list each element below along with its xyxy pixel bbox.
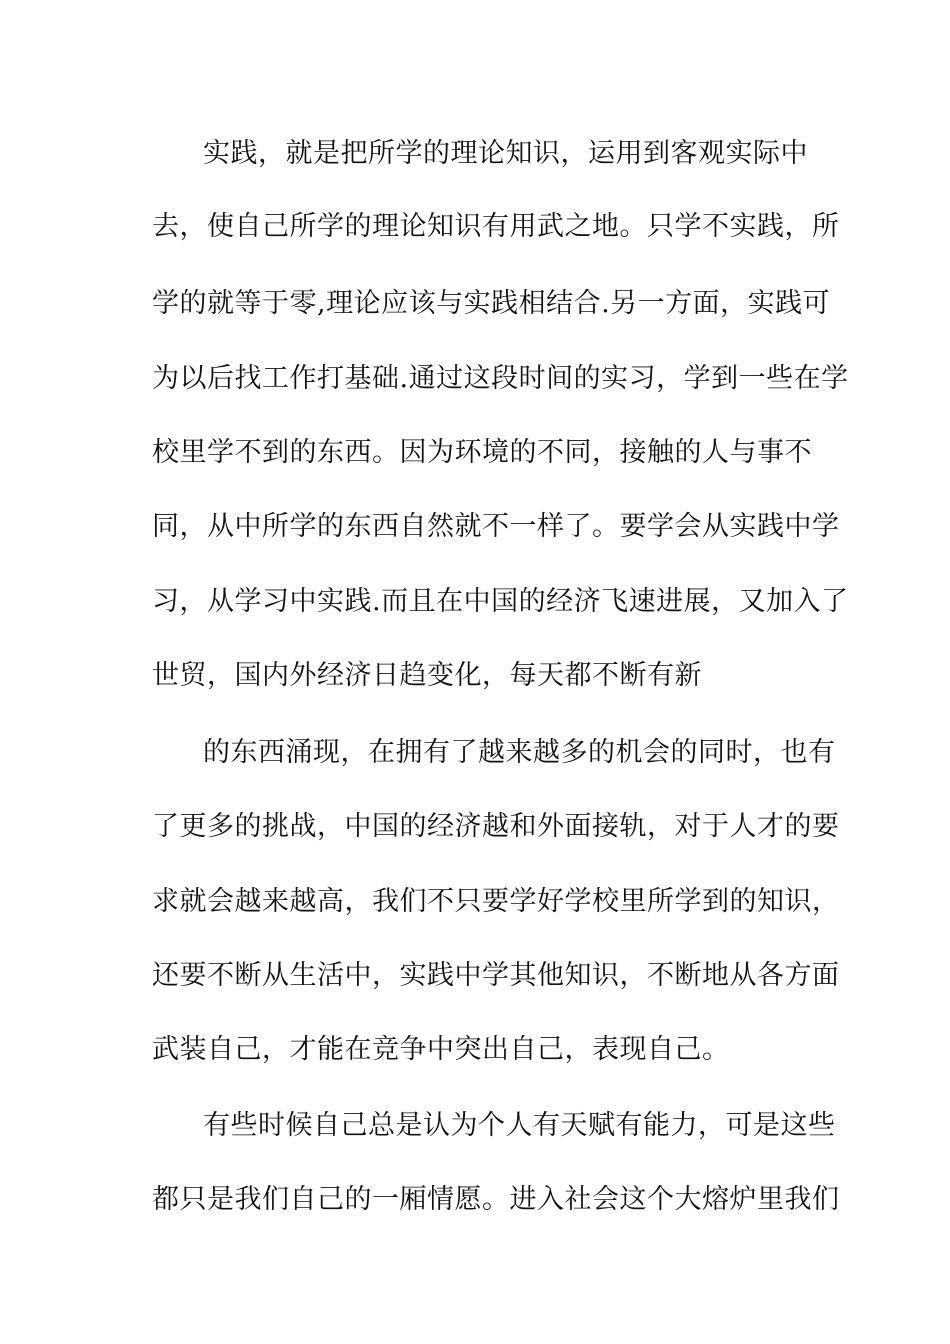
text-line: 世贸，国内外经济日趋变化，每天都不断有新 <box>152 660 702 691</box>
text-line: 了更多的挑战，中国的经济越和外面接轨，对于人才的要 <box>152 811 840 842</box>
text-line: 还要不断从生活中，实践中学其他知识，不断地从各方面 <box>152 960 840 991</box>
text-line: 习，从学习中实践.而且在中国的经济飞速进展，又加入了 <box>152 586 849 617</box>
text-line: 的东西涌现，在拥有了越来越多的机会的同时，也有 <box>203 737 836 768</box>
text-line: 实践，就是把所学的理论知识，运用到客观实际中 <box>203 138 808 169</box>
text-line: 学的就等于零,理论应该与实践相结合.另一方面，实践可 <box>152 288 831 319</box>
text-line: 武装自己，才能在竞争中突出自己，表现自己。 <box>152 1034 730 1065</box>
text-line: 同，从中所学的东西自然就不一样了。要学会从实践中学 <box>152 511 840 542</box>
text-line: 求就会越来越高，我们不只要学好学校里所学到的知识， <box>152 886 840 917</box>
text-line: 去，使自己所学的理论知识有用武之地。只学不实践，所 <box>152 211 840 242</box>
text-line: 都只是我们自己的一厢情愿。进入社会这个大熔炉里我们 <box>152 1184 840 1215</box>
text-line: 有些时候自己总是认为个人有天赋有能力，可是这些 <box>203 1110 836 1141</box>
text-line: 校里学不到的东西。因为环境的不同，接触的人与事不 <box>152 437 812 468</box>
text-line: 为以后找工作打基础.通过这段时间的实习，学到一些在学 <box>152 363 849 394</box>
